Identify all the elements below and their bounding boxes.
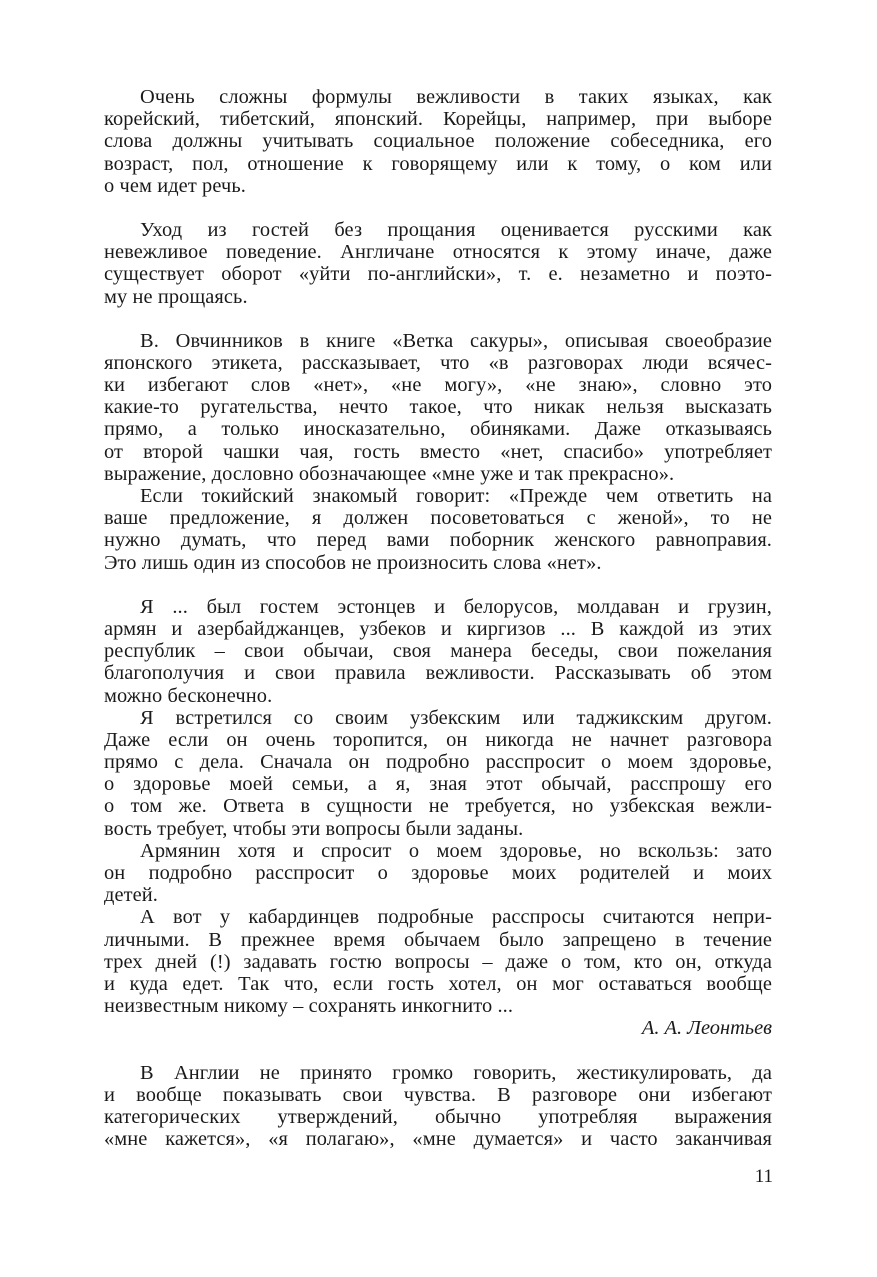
text-line: японского этикета, рассказывает, что «в разговорах люди всячес- <box>104 351 772 374</box>
text-line: существует оборот «уйти по-английски», т. е. незаметно и поэто- <box>104 263 772 286</box>
author-signature: А. А. Леонтьев <box>641 1017 772 1040</box>
text-line: вость требует, чтобы эти вопросы были заданы. <box>104 817 524 840</box>
text-line: прямо, а только иносказательно, обиняками. Даже отказываясь <box>104 418 772 441</box>
text-line: от второй чашки чая, гость вместо «нет, спасибо» употребляет <box>104 440 772 463</box>
paragraph-gap <box>104 197 772 219</box>
text-line: нужно думать, что перед вами поборник женского равноправия. <box>104 529 772 552</box>
text-line: Я ... был гостем эстонцев и белорусов, молдаван и грузин, <box>140 595 772 618</box>
text-line: о здоровье моей семьи, а я, зная этот обычай, расспрошу его <box>104 773 772 796</box>
text-line: В Англии не принято громко говорить, жестикулировать, да <box>140 1061 772 1084</box>
paragraph-england <box>104 1062 772 1151</box>
text-line: армян и азербайджанцев, узбеков и киргизов ... В каждой из этих <box>104 617 772 640</box>
text-line: благополучия и свои правила вежливости. Рассказывать об этом <box>104 662 772 685</box>
text-line: А вот у кабардинцев подробные расспросы считаются непри- <box>140 906 772 929</box>
paragraph-uzbek-friend <box>104 707 772 840</box>
paragraph-japanese-etiquette <box>104 330 772 485</box>
text-line: какие-то ругательства, нечто такое, что никак нельзя высказать <box>104 396 772 419</box>
text-line: Уход из гостей без прощания оценивается русскими как <box>140 218 772 241</box>
paragraph-korean-politeness <box>104 86 772 197</box>
text-line: В. Овчинников в книге «Ветка сакуры», описывая своеобразие <box>140 329 772 352</box>
text-line: Очень сложны формулы вежливости в таких языках, как <box>140 86 772 108</box>
text-line: неизвестным никому – сохранять инкогнито ... <box>104 995 514 1018</box>
text-line: «мне кажется», «я полагаю», «мне думается» и часто заканчивая <box>104 1128 772 1151</box>
text-line: возраст, пол, отношение к говорящему или к тому, о ком или <box>104 152 772 175</box>
text-line: ки избегают слов «нет», «не могу», «не знаю», словно это <box>104 374 772 397</box>
text-line: слова должны учитывать социальное положение собеседника, его <box>104 130 772 153</box>
text-line: детей. <box>104 884 158 907</box>
page-number: 11 <box>754 1166 773 1187</box>
paragraph-gap <box>104 574 772 596</box>
text-line: республик – свои обычаи, своя манера беседы, свои пожелания <box>104 640 772 663</box>
text-line: ваше предложение, я должен посоветоваться с женой», то не <box>104 507 772 530</box>
text-line: о том же. Ответа в сущности не требуется, но узбекская вежли- <box>104 795 772 818</box>
text-line: можно бесконечно. <box>104 684 273 707</box>
paragraph-armenian <box>104 840 772 907</box>
paragraph-gap <box>104 1040 772 1062</box>
text-line: он подробно расспросит о здоровье моих родителей и моих <box>104 862 772 884</box>
text-line: прямо с дела. Сначала он подробно расспросит о моем здоровье, <box>104 751 772 774</box>
text-line: Армянин хотя и спросит о моем здоровье, но вскользь: зато <box>140 839 772 862</box>
paragraph-tokyo-acquaintance <box>104 485 772 574</box>
text-line: Я встретился со своим узбекским или таджикским другом. <box>140 706 772 729</box>
text-line: му не прощаясь. <box>104 285 248 308</box>
paragraph-english-leave <box>104 219 772 308</box>
page-body <box>104 86 772 1150</box>
paragraph-republics <box>104 596 772 707</box>
text-line: Если токийский знакомый говорит: «Прежде чем ответить на <box>140 485 772 507</box>
text-line: категорических утверждений, обычно употребляя выражения <box>104 1105 772 1128</box>
text-line: о чем идет речь. <box>104 174 246 197</box>
text-line: трех дней (!) задавать гостю вопросы – даже о том, кто он, откуда <box>104 950 772 973</box>
text-line: выражение, дословно обозначающее «мне уже и так прекрасно». <box>104 462 675 485</box>
paragraph-kabardian <box>104 906 772 1017</box>
text-line: невежливое поведение. Англичане относятся к этому иначе, даже <box>104 241 772 264</box>
text-line: корейский, тибетский, японский. Корейцы, например, при выборе <box>104 108 772 131</box>
text-line: и вообще показывать свои чувства. В разговоре они избегают <box>104 1083 772 1106</box>
text-line: личными. В прежнее время обычаем было запрещено в течение <box>104 928 772 951</box>
text-line: Это лишь один из способов не произносить слова «нет». <box>104 551 602 574</box>
text-line: Даже если он очень торопится, он никогда не начнет разговора <box>104 728 772 751</box>
paragraph-gap <box>104 308 772 330</box>
text-line: и куда едет. Так что, если гость хотел, он мог оставаться вообще <box>104 972 772 995</box>
